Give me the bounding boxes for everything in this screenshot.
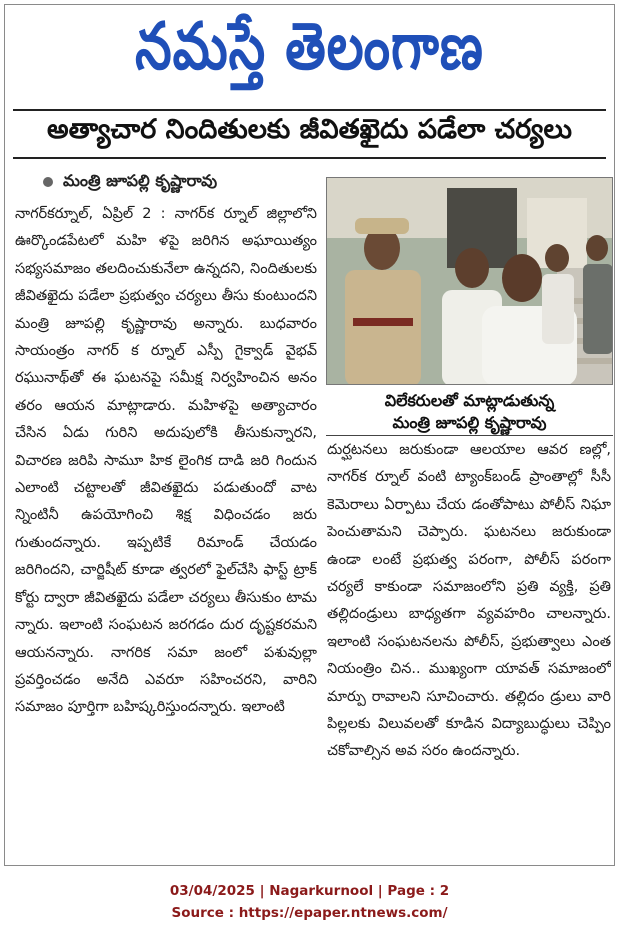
footer-edition-info: 03/04/2025 | Nagarkurnool | Page : 2 — [169, 883, 450, 899]
caption-line-2: మంత్రి జూపల్లి కృష్ణారావు — [392, 412, 547, 432]
article-column-right — [327, 437, 611, 867]
masthead-divider — [13, 109, 606, 111]
photo-caption — [326, 388, 613, 436]
article-column-left — [15, 201, 317, 867]
article-paragraph: దుర్ఘటనలు జరుకుండా ఆలయాల ఆవర ణల్లో, నాగర్‌క ర్నూల్ వంటి ట్యాంక్‌బండ్ ప్రాంతాల్లో సీసీ కెమెరాలు ఏర్పాటు చేయ డంతోపాటు పోలీస్ నిఘా పెంచుతామని చెప్పారు. ఘటనలు జరుకుండా ఉండా లంటే ప్రభుత్వ పరంగా, పోలీస్ పరంగా చర్యలే కాకుండా సమాజంలోని ప్రతి వ్యక్తి, ప్రతి తల్లిదండ్రులు బాధ్యతగా వ్యవహరిం చాలన్నారు. ఇలాంటి సంఘటనలను పోలీస్, ప్రభుత్వాలు ఎంత నియంత్రిం చిన.. ముఖ్యంగా యావత్ సమాజంలో మార్పు రావాలని సూచించారు. తల్లిదం డ్రులు వారి పిల్లలకు విలువలతో కూడిన విద్యాబుద్ధులు చెప్పిం చకోవాల్సిన అవ సరం ఉందన్నారు. — [327, 442, 611, 760]
subhead-text: మంత్రి జూపల్లి కృష్ణారావు — [63, 170, 218, 190]
caption-line-1: విలేకరులతో మాట్లాడుతున్న — [384, 390, 555, 410]
article-headline: అత్యాచార నిందితులకు జీవితఖైదు పడేలా చర్యలు — [46, 114, 573, 145]
footer-source: Source : https://epaper.ntnews.com/ — [171, 905, 448, 921]
masthead — [5, 5, 614, 105]
article-subhead — [43, 171, 217, 193]
article-photo — [326, 177, 613, 385]
newspaper-clipping — [4, 4, 615, 866]
page-footer — [0, 880, 619, 924]
bullet-icon — [43, 177, 53, 187]
photo-illustration — [327, 178, 613, 385]
headline-divider — [13, 157, 606, 159]
article-paragraph: నాగర్‌కర్నూల్, ఏప్రిల్ 2 : నాగర్‌క ర్నూల్ జిల్లాలోని ఊర్కొండపేటలో మహి ళపై జరిగిన అఘాయిత్యం సభ్యసమాజం తలదించుకునేలా ఉన్నదని, నిందితులకు జీవితఖైదు పడేలా ప్రభుత్వం చర్యలు తీసు కుంటుందని మంత్రి జూపల్లి కృష్ణారావు అన్నారు. బుధవారం సాయంత్రం నాగర్ క ర్నూల్ ఎస్పీ గైక్వాడ్ వైభవ్ రఘునాథ్‌తో ఈ ఘటనపై సమీక్ష నిర్వహించిన అనం తరం ఆయన మాట్లాడారు. మహిళపై అత్యాచారం చేసిన ఏడు గురిని అదుపులోకి తీసుకున్నారని, విచారణ జరిపి సామూ హిక లైంగిక దాడి జరి గిందున ఎలాంటి చట్టాలతో జీవితఖైదు పడుతుందో వాట న్నింటినీ ఉపయోగించి శిక్ష విధించడం జరు గుతుందన్నారు. ఇప్పటికే రిమాండ్ చేయడం జరిగిందని, చార్జిషీట్ కూడా త్వరలో ఫైల్‌చేసి ఫాస్ట్ ట్రాక్ కోర్టు ద్వారా జీవితఖైదు పడేలా చర్యలు తీసుకుం టామ న్నారు. ఇలాంటి సంఘటన జరగడం దుర దృష్టకరమని ఆయనన్నారు. నాగరిక సమా జంలో పశువుల్లా ప్రవర్తించడం అనేది ఎవరూ సహించరని, వారిని సమాజం పూర్తిగా బహిష్కరిస్తుందన్నారు. ఇలాంటి — [15, 206, 317, 716]
masthead-title: నమస్తే తెలంగాణ — [135, 9, 484, 85]
